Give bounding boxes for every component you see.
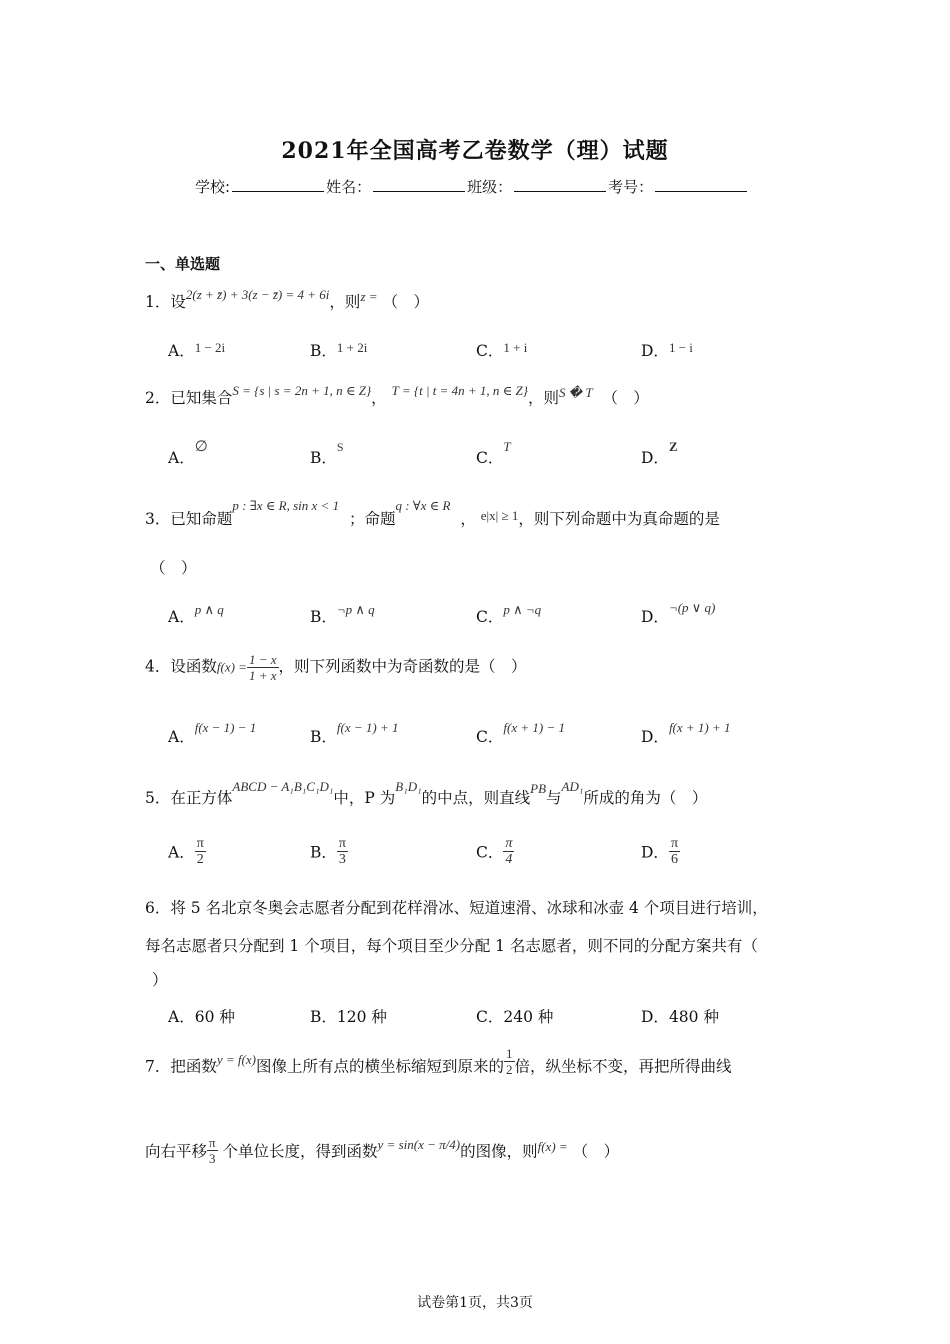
q2-option-b: B．$^S$ [310,440,344,467]
q1-option-a: A．$^{1 - 2i}$ [168,340,226,360]
question-text: ，则 [329,293,361,311]
q2-option-c: C．$^T$ [476,439,511,467]
math-expression: z = [360,289,378,304]
fraction: $\frac{1 - x}{1 + x}$ [248,652,277,683]
q4-option-d: D．$^{f(x + 1) + 1}$ [641,720,731,746]
q5-option-a: A． $\frac{\pi}{2}$ [168,836,204,867]
school-blank [232,177,324,192]
q2-option-d: D．$^Z$ [641,439,678,467]
q5-option-d: D． $\frac{\pi}{6}$ [641,836,679,867]
question-6-line-2: 每名志愿者只分配到 1 个项目，每个项目至少分配 1 名志愿者，则不同的分配方案共有（ [145,937,758,955]
school-label: 学校: [195,178,231,196]
question-6-line-3: ） [152,971,168,989]
q3-option-b: B．$^{\neg p \wedge q}$ [310,602,375,626]
question-7-line-1: 7．把函数$^{y = f(x)}$图像上所有点的横坐标缩短到原来的 $\frac{1}{2}$ 倍，纵坐标不变，再把所得曲线 [145,1046,732,1077]
q3-option-a: A．$^{p \wedge q}$ [168,602,224,626]
q5-option-c: C． $\frac{\pi}{4}$ [476,836,513,867]
exam-no-blank [655,177,747,192]
q2-option-a: A．∅ [168,439,208,467]
name-label: 姓名： [326,178,372,196]
page-title: 2021年全国高考乙卷数学（理）试题 [281,138,669,164]
student-info [195,176,749,197]
q1-option-b: B．$^{1 + 2i}$ [310,340,368,360]
question-number: 1． [145,293,171,311]
section-heading: 一、单选题 [145,255,221,273]
question-5: 5．在正方体$^{ABCD - A_1B_1C_1D_1}$中，P 为$^{B_1D_1}$的中点，则直线$^{PB}$与$^{AD_1}$所成的角为（ ） [145,779,708,807]
q1-option-d: D．$^{1 - i}$ [641,340,693,360]
q4-option-a: A．$^{f(x - 1) - 1}$ [168,720,257,746]
q3-answer-paren: （ ） [150,559,197,577]
question-2: 2．已知集合$^{S = \{s | s = 2n + 1, n \in Z\}}$， $^{T = \{t | t = 4n + 1, n \in Z\}}$，则$^{S � T}$ （ ） [145,383,649,407]
q6-option-b: B．120 种 [310,1008,387,1026]
q3-option-d: D．$^{\neg(p \vee q)}$ [641,600,716,626]
class-label: 班级： [467,178,513,196]
q1-option-c: C．$^{1 + i}$ [476,340,528,360]
q4-option-b: B．$^{f(x - 1) + 1}$ [310,720,399,746]
question-7-line-2: 向右平移 $\frac{\pi}{3}$ 个单位长度，得到函数$^{y = sin(x - \pi/4)}$的图像，则$^{f(x) =}$ （ ） [145,1135,620,1166]
question-1 [145,287,429,312]
q6-option-d: D．480 种 [641,1008,719,1026]
name-blank [373,177,465,192]
question-6-line-1: 6．将 5 名北京冬奥会志愿者分配到花样滑冰、短道速滑、冰球和冰壶 4 个项目进行培训， [145,899,768,917]
question-3: 3．已知命题$^{p : \exists x \in R, sin x < 1}$ ；命题$^{q : \forall x \in R}$ ， $^{e|x| \ge 1}$，则下列命题中为真命题的是 [145,498,720,528]
answer-paren: （ ） [382,293,429,311]
exam-no-label: 考号： [608,178,654,196]
page-footer: 试卷第1页，共3页 [417,1295,533,1311]
q6-option-c: C．240 种 [476,1008,554,1026]
q4-option-c: C．$^{f(x + 1) - 1}$ [476,720,565,746]
class-blank [514,177,606,192]
q3-option-c: C．$^{p \wedge \neg q}$ [476,602,542,626]
math-expression: 2(z + z̄) + 3(z − z̄) = 4 + 6i [185,287,330,302]
question-text: 设 [170,293,186,311]
question-4: 4．设函数f(x) = $\frac{1 - x}{1 + x}$ ，则下列函数中为奇函数的是（ ） [145,652,527,683]
q5-option-b: B． $\frac{\pi}{3}$ [310,836,346,867]
q6-option-a: A．60 种 [168,1008,235,1026]
